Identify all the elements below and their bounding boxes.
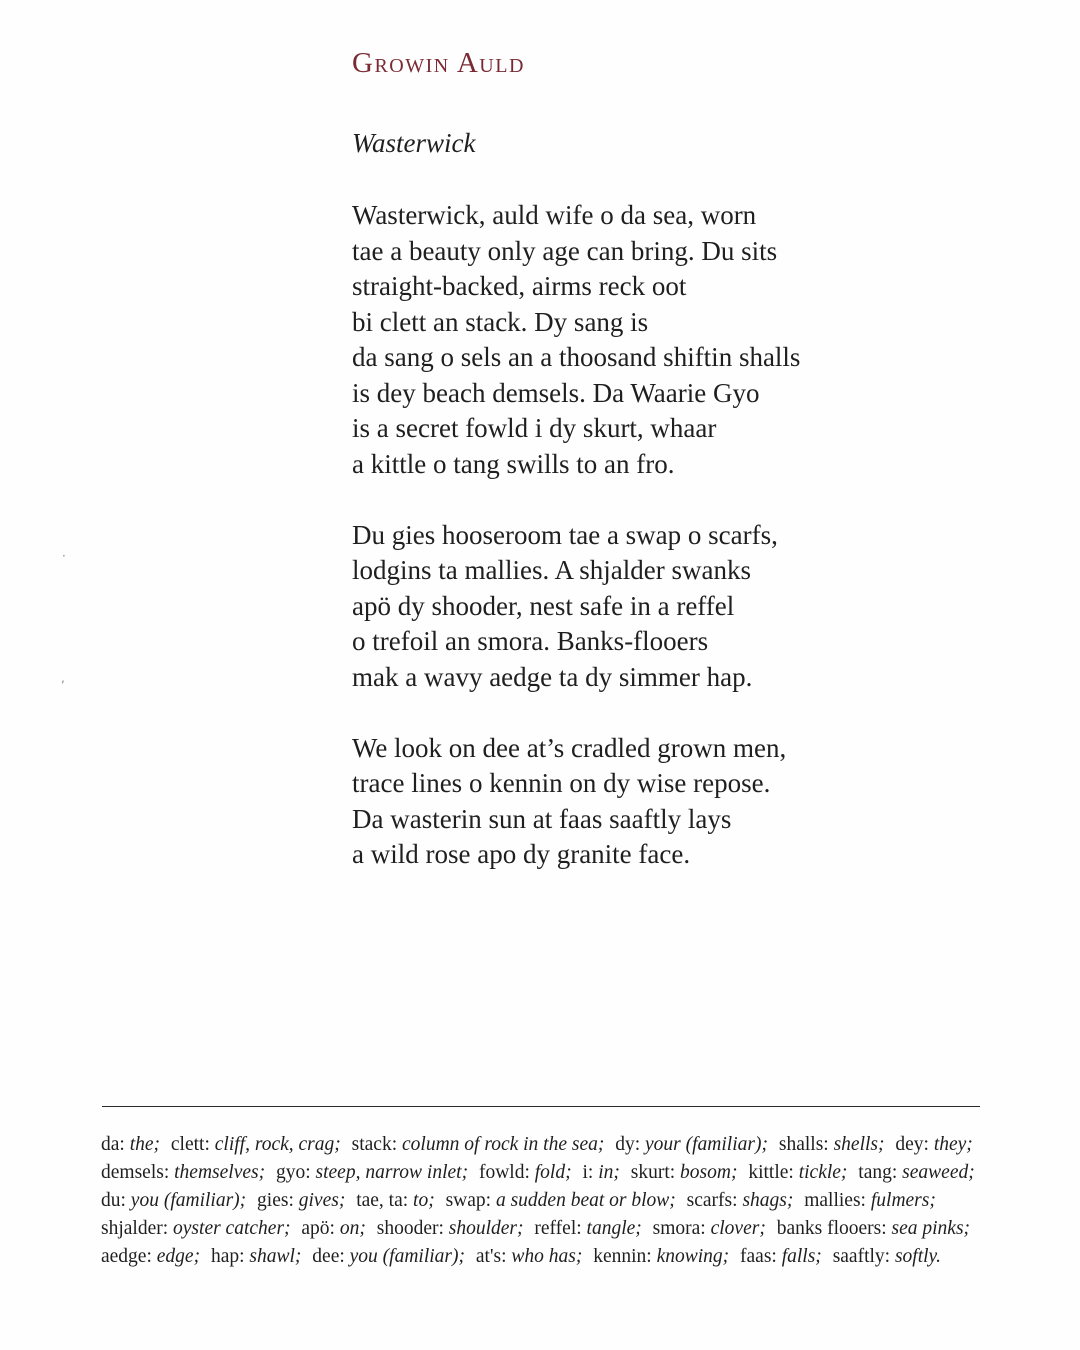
glossary-term: tae, ta: — [356, 1190, 409, 1211]
margin-speck: , — [61, 671, 65, 685]
glossary-entry — [779, 1134, 885, 1155]
poem-line: bi clett an stack. Dy sang is — [352, 306, 649, 337]
glossary-meaning: oyster catcher; — [173, 1218, 291, 1239]
glossary-entry — [748, 1162, 847, 1183]
glossary-entry — [833, 1246, 941, 1267]
glossary-meaning: shags; — [742, 1190, 794, 1211]
glossary-entry — [653, 1218, 766, 1239]
glossary-term: hap: — [210, 1246, 245, 1267]
glossary-term: at's: — [475, 1246, 507, 1267]
glossary-meaning: tickle; — [798, 1162, 848, 1183]
glossary — [101, 1131, 981, 1271]
poem-line: a wild rose apo dy granite face. — [352, 839, 691, 869]
glossary-term: banks flooers: — [776, 1218, 887, 1239]
glossary-entry — [101, 1218, 291, 1239]
glossary-meaning: softly. — [894, 1246, 942, 1267]
glossary-meaning: the; — [129, 1134, 161, 1155]
footnote-rule — [102, 1106, 980, 1107]
glossary-term: swap: — [445, 1190, 492, 1211]
glossary-term: tang: — [858, 1162, 898, 1183]
glossary-term: smora: — [652, 1218, 706, 1239]
glossary-term: kennin: — [593, 1246, 652, 1267]
glossary-meaning: fold; — [534, 1162, 572, 1183]
glossary-entry — [615, 1134, 768, 1155]
glossary-term: scarfs: — [686, 1190, 738, 1211]
glossary-meaning: themselves; — [174, 1162, 266, 1183]
glossary-meaning: knowing; — [656, 1246, 730, 1267]
glossary-term: saaftly: — [832, 1246, 891, 1267]
stanza — [352, 198, 952, 482]
glossary-meaning: a sudden beat or blow; — [495, 1190, 676, 1211]
glossary-meaning: shoulder; — [448, 1218, 524, 1239]
glossary-entry — [895, 1134, 972, 1155]
poem-line: o trefoil an smora. Banks-flooers — [352, 626, 709, 656]
poem-line: lodgins ta mallies. A shjalder swanks — [352, 555, 751, 585]
stanza — [352, 731, 952, 873]
glossary-meaning: you (familiar); — [349, 1246, 466, 1267]
glossary-meaning: on; — [339, 1218, 366, 1239]
poem-line: straight-backed, airms reck oot — [352, 271, 687, 301]
glossary-entry — [211, 1246, 301, 1267]
glossary-term: mallies: — [804, 1190, 866, 1211]
poem-line: Wasterwick, auld wife o da sea, worn — [352, 200, 757, 230]
glossary-meaning: gives; — [298, 1190, 346, 1211]
glossary-entry — [476, 1246, 582, 1267]
glossary-entry — [101, 1246, 200, 1267]
glossary-meaning: edge; — [156, 1246, 201, 1267]
glossary-entry — [312, 1246, 465, 1267]
poem-line: tae a beauty only age can bring. Du sits — [352, 235, 778, 266]
glossary-entry — [352, 1134, 605, 1155]
glossary-term: shjalder: — [101, 1218, 169, 1239]
glossary-entry — [101, 1162, 265, 1183]
glossary-term: skurt: — [630, 1162, 676, 1183]
glossary-meaning: shells; — [833, 1134, 885, 1155]
poem-line: Da wasterin sun at faas saaftly lays — [352, 803, 732, 834]
glossary-meaning: shawl; — [249, 1246, 302, 1267]
glossary-entry — [276, 1162, 468, 1183]
running-header: Growin Auld — [352, 47, 525, 79]
glossary-term: fowld: — [478, 1162, 530, 1183]
glossary-term: dee: — [312, 1246, 345, 1267]
glossary-entry — [777, 1218, 970, 1239]
glossary-term: faas: — [740, 1246, 777, 1267]
glossary-term: shalls: — [778, 1134, 829, 1155]
poem-line: da sang o sels an a thoosand shiftin shalls — [352, 342, 801, 372]
glossary-entry — [301, 1218, 365, 1239]
poem-line: We look on dee at’s cradled grown men, — [352, 732, 787, 763]
glossary-meaning: clover; — [710, 1218, 766, 1239]
glossary-entry — [631, 1162, 738, 1183]
glossary-entry — [101, 1190, 246, 1211]
glossary-entry — [534, 1218, 641, 1239]
poem-line: a kittle o tang swills to an fro. — [352, 448, 675, 479]
glossary-meaning: you (familiar); — [130, 1190, 247, 1211]
glossary-meaning: fulmers; — [870, 1190, 936, 1211]
stanza — [352, 518, 952, 696]
glossary-term: gies: — [257, 1190, 294, 1211]
glossary-meaning: cliff, rock, crag; — [214, 1134, 341, 1155]
glossary-term: i: — [582, 1162, 594, 1183]
glossary-meaning: who has; — [511, 1246, 583, 1267]
glossary-meaning: in; — [598, 1162, 620, 1183]
poem-line: is a secret fowld i dy skurt, whaar — [352, 413, 717, 443]
glossary-term: shooder: — [376, 1218, 444, 1239]
poem-body — [352, 198, 952, 908]
glossary-term: kittle: — [748, 1162, 794, 1183]
glossary-term: reffel: — [534, 1218, 582, 1239]
glossary-meaning: steep, narrow inlet; — [315, 1162, 469, 1183]
poem-title: Wasterwick — [352, 128, 476, 158]
glossary-meaning: column of rock in the sea; — [402, 1134, 605, 1155]
glossary-term: dy: — [615, 1134, 641, 1155]
glossary-term: apö: — [301, 1218, 335, 1239]
glossary-entry — [257, 1190, 345, 1211]
glossary-entry — [593, 1246, 729, 1267]
glossary-entry — [446, 1190, 676, 1211]
glossary-term: dey: — [895, 1134, 929, 1155]
glossary-term: clett: — [170, 1134, 210, 1155]
poem-line: trace lines o kennin on dy wise repose. — [352, 768, 771, 798]
glossary-meaning: tangle; — [586, 1218, 642, 1239]
glossary-entry — [687, 1190, 794, 1211]
glossary-entry — [858, 1162, 974, 1183]
glossary-meaning: to; — [413, 1190, 435, 1211]
glossary-entry — [582, 1162, 619, 1183]
glossary-term: gyo: — [275, 1162, 311, 1183]
glossary-entry — [356, 1190, 435, 1211]
glossary-term: aedge: — [101, 1246, 152, 1267]
glossary-meaning: bosom; — [680, 1162, 738, 1183]
margin-speck: · — [62, 549, 66, 563]
poem-line: Du gies hooseroom tae a swap o scarfs, — [352, 519, 778, 550]
glossary-entry — [740, 1246, 822, 1267]
glossary-entry — [479, 1162, 572, 1183]
glossary-meaning: falls; — [781, 1246, 822, 1267]
glossary-entry — [171, 1134, 341, 1155]
poem-line: is dey beach demsels. Da Waarie Gyo — [352, 377, 760, 408]
glossary-term: demsels: — [101, 1162, 170, 1183]
glossary-entry — [377, 1218, 524, 1239]
glossary-entry — [804, 1190, 936, 1211]
poem-line: mak a wavy aedge ta dy simmer hap. — [352, 661, 753, 692]
glossary-term: stack: — [351, 1134, 398, 1155]
glossary-entry — [101, 1134, 160, 1155]
glossary-term: da: — [101, 1134, 125, 1155]
glossary-meaning: seaweed; — [902, 1162, 975, 1183]
glossary-meaning: they; — [933, 1134, 973, 1155]
glossary-meaning: your (familiar); — [645, 1134, 768, 1155]
glossary-term: du: — [101, 1190, 126, 1211]
glossary-meaning: sea pinks; — [891, 1218, 971, 1239]
poem-line: apö dy shooder, nest safe in a reffel — [352, 590, 735, 621]
